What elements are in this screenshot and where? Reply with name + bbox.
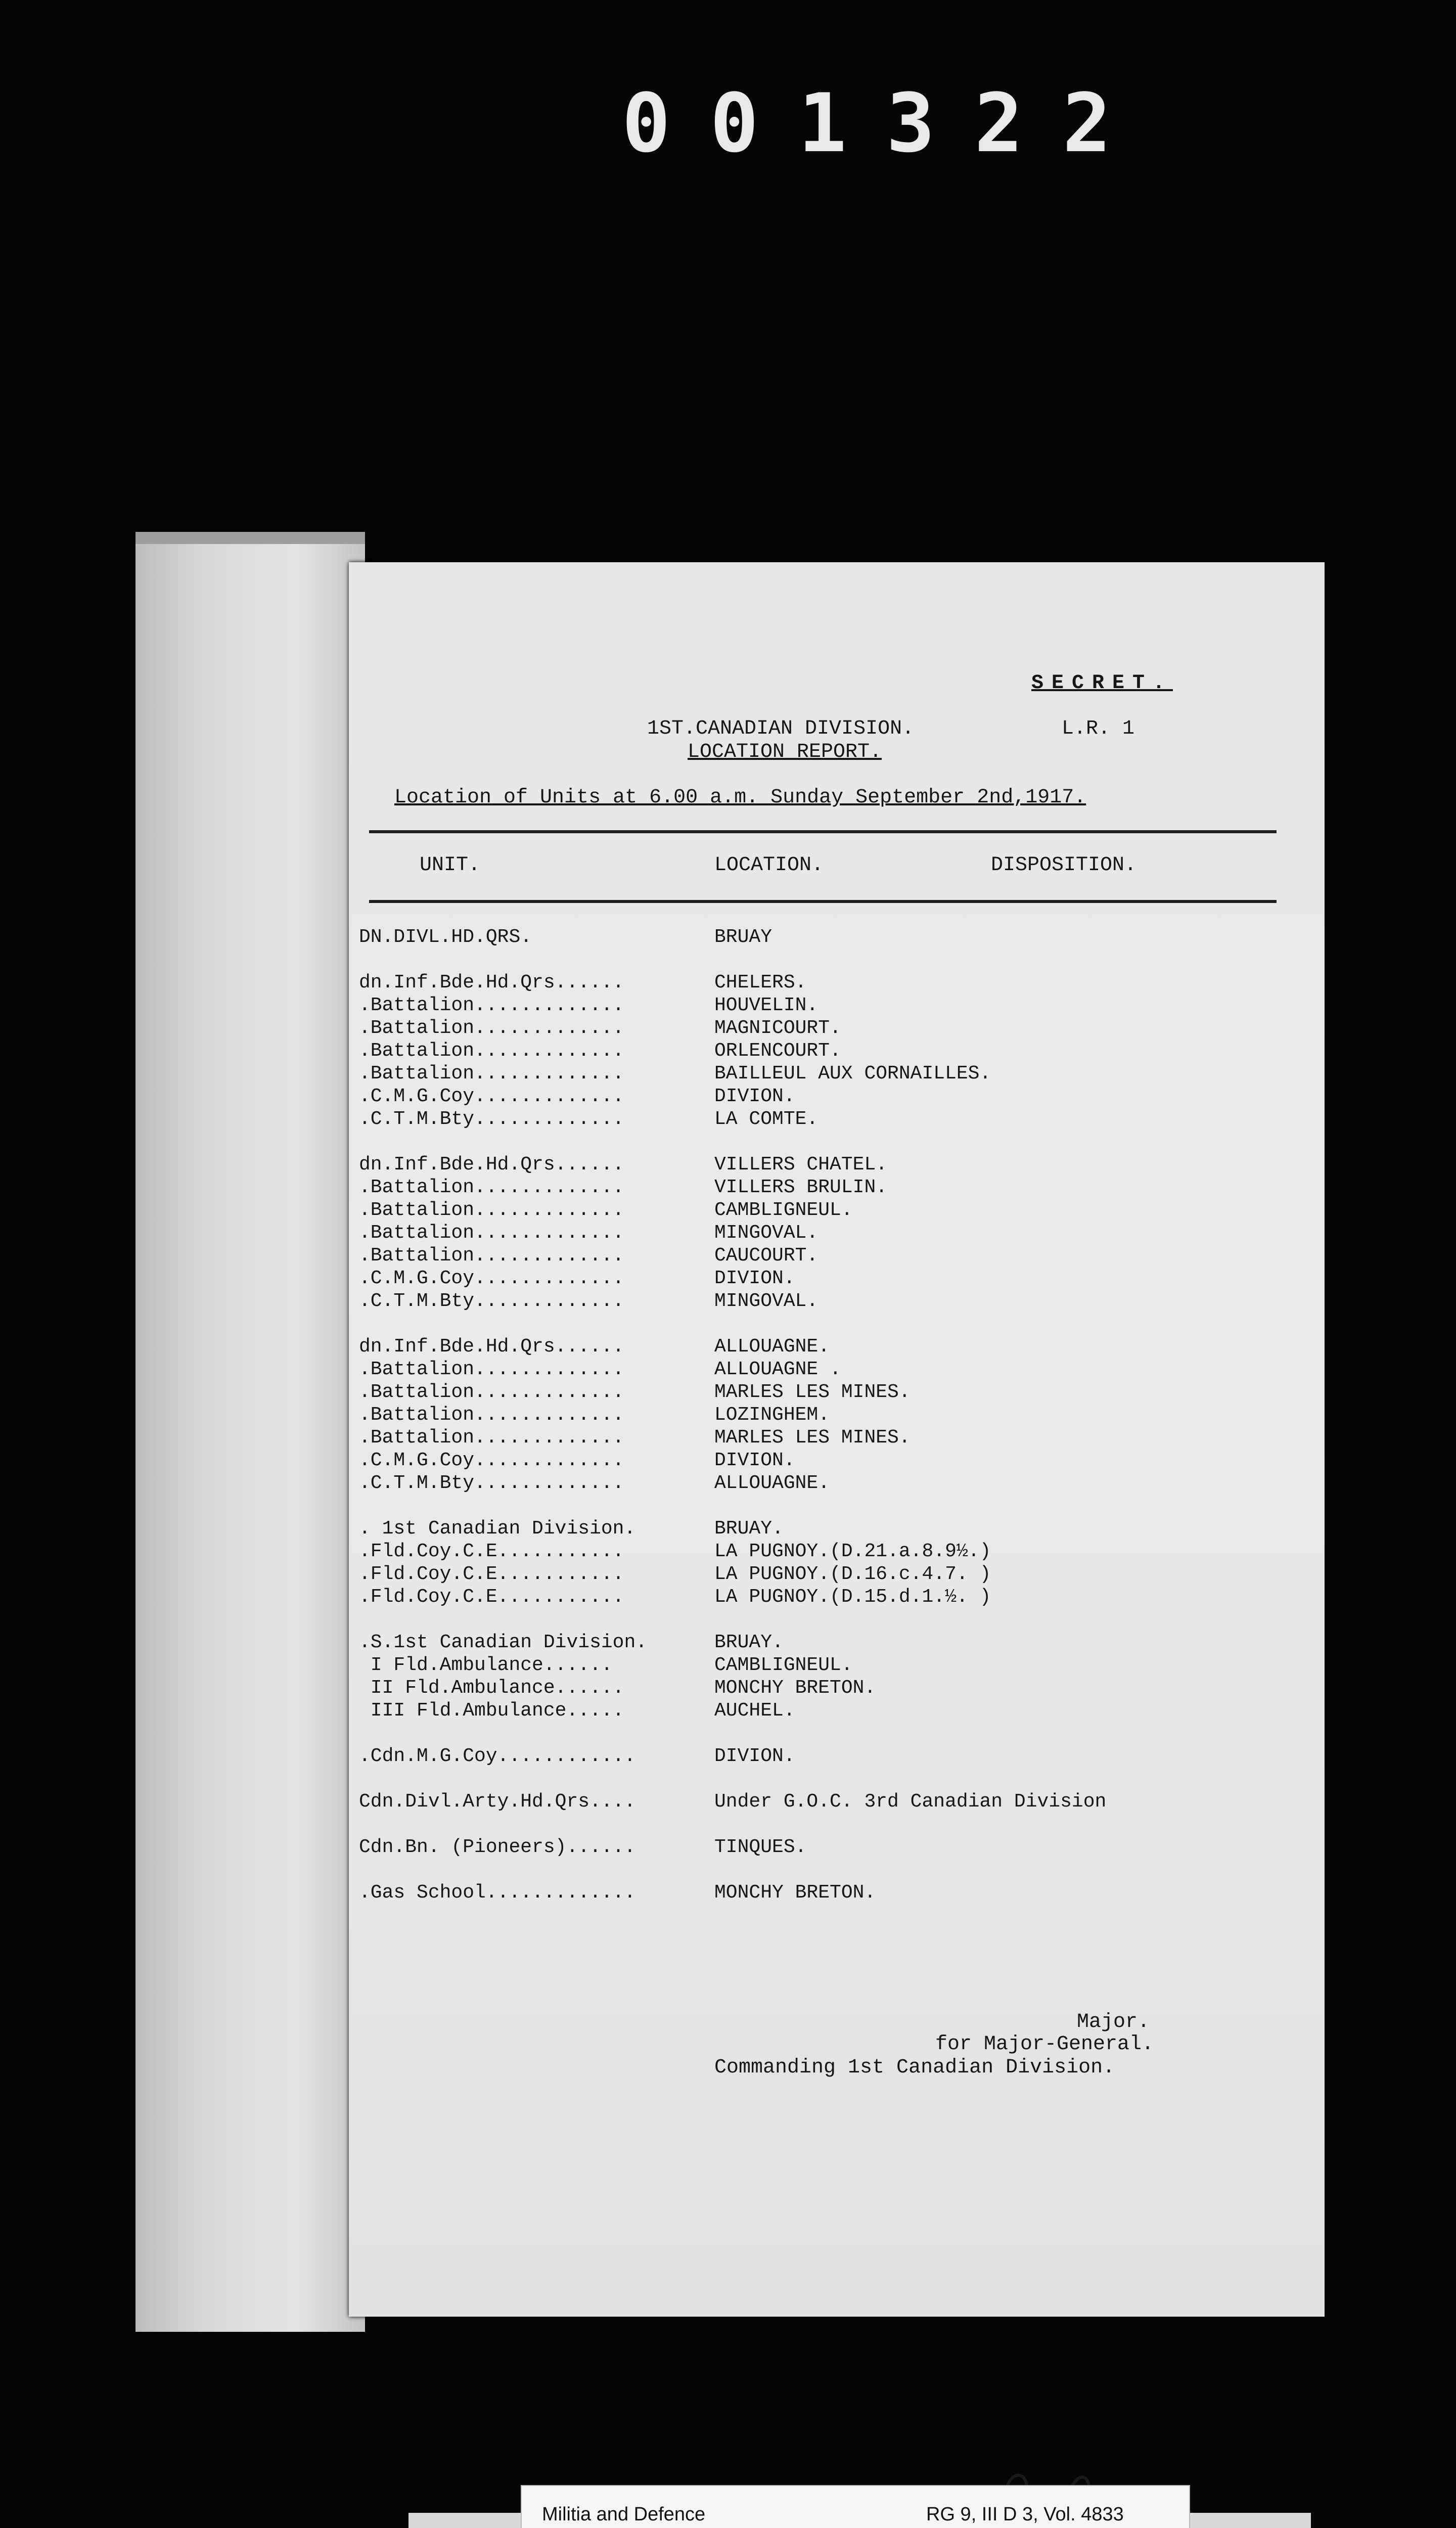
location-cell: MAGNICOURT. — [714, 1017, 841, 1039]
unit-cell: .Battalion............. — [359, 1063, 624, 1085]
table-row — [349, 1541, 1325, 1563]
table-row — [349, 1108, 1325, 1131]
unit-cell: dn.Inf.Bde.Hd.Qrs...... — [359, 1154, 624, 1176]
table-row — [349, 1268, 1325, 1290]
location-cell: BRUAY. — [714, 1518, 784, 1540]
division-title: 1ST.CANADIAN DIVISION. — [647, 717, 915, 740]
table-row — [349, 1404, 1325, 1426]
location-cell: VILLERS CHATEL. — [714, 1154, 888, 1176]
table-row — [349, 1245, 1325, 1267]
location-cell: MARLES LES MINES. — [714, 1427, 911, 1449]
table-row — [349, 1199, 1325, 1222]
unit-cell: .Fld.Coy.C.E........... — [359, 1563, 624, 1585]
location-cell: Under G.O.C. 3rd Canadian Division — [714, 1791, 1107, 1813]
unit-cell: .S.1st Canadian Division. — [359, 1632, 648, 1653]
unit-cell: .C.T.M.Bty............. — [359, 1472, 624, 1494]
location-cell: DIVION. — [714, 1086, 795, 1107]
table-row — [349, 1836, 1325, 1859]
unit-cell: Cdn.Bn. (Pioneers)...... — [359, 1836, 636, 1858]
location-cell: LA COMTE. — [714, 1108, 818, 1130]
unit-cell: .Battalion............. — [359, 995, 624, 1016]
unit-cell: . 1st Canadian Division. — [359, 1518, 636, 1540]
location-cell: LA PUGNOY.(D.15.d.1.½. ) — [714, 1586, 991, 1608]
unit-cell: .Cdn.M.G.Coy............ — [359, 1745, 636, 1767]
archive-reference-number: RG 9, III D 3, Vol. 4833 — [926, 2504, 1124, 2525]
classification-heading: SECRET. — [1031, 672, 1173, 695]
table-row — [349, 995, 1325, 1017]
microfilm-frame-number: 001322 — [622, 76, 1151, 170]
location-cell: ALLOUAGNE. — [714, 1472, 830, 1494]
unit-cell: .Battalion............. — [359, 1245, 624, 1267]
column-header-location: LOCATION. — [714, 854, 824, 877]
table-row — [349, 926, 1325, 949]
table-row — [349, 1222, 1325, 1244]
location-cell: CAUCOURT. — [714, 1245, 818, 1267]
table-row — [349, 1290, 1325, 1313]
table-row — [349, 1882, 1325, 1904]
unit-cell: I Fld.Ambulance...... — [359, 1654, 613, 1676]
location-cell: ORLENCOURT. — [714, 1040, 841, 1062]
location-cell: VILLERS BRULIN. — [714, 1177, 888, 1198]
location-cell: DIVION. — [714, 1450, 795, 1471]
table-row — [349, 1359, 1325, 1381]
unit-cell: .C.T.M.Bty............. — [359, 1108, 624, 1130]
table-row — [349, 1154, 1325, 1176]
unit-cell: III Fld.Ambulance..... — [359, 1700, 624, 1722]
unit-cell: .Fld.Coy.C.E........... — [359, 1541, 624, 1562]
unit-cell: .Battalion............. — [359, 1222, 624, 1244]
location-cell: ALLOUAGNE . — [714, 1359, 841, 1380]
header-rule-bottom — [369, 900, 1277, 903]
table-row — [349, 1177, 1325, 1199]
unit-cell: .Battalion............. — [359, 1177, 624, 1198]
location-cell: ALLOUAGNE. — [714, 1336, 830, 1358]
header-rule-top — [369, 830, 1277, 833]
unit-cell: .Battalion............. — [359, 1199, 624, 1221]
unit-cell: .Fld.Coy.C.E........... — [359, 1586, 624, 1608]
department-english: Militia and Defence — [542, 2504, 706, 2525]
unit-cell: .Battalion............. — [359, 1404, 624, 1426]
unit-cell: .Battalion............. — [359, 1427, 624, 1449]
report-number: L.R. 1 — [1062, 717, 1135, 740]
location-report-page — [349, 562, 1325, 2317]
location-cell: MONCHY BRETON. — [714, 1677, 876, 1699]
table-row — [349, 972, 1325, 994]
location-cell: LOZINGHEM. — [714, 1404, 830, 1426]
table-row — [349, 1563, 1325, 1586]
unit-cell: dn.Inf.Bde.Hd.Qrs...... — [359, 972, 624, 994]
column-header-disposition: DISPOSITION. — [991, 854, 1137, 877]
table-row — [349, 1677, 1325, 1699]
table-row — [349, 1654, 1325, 1677]
location-cell: LA PUGNOY.(D.21.a.8.9½.) — [714, 1541, 991, 1562]
location-cell: CHELERS. — [714, 972, 807, 994]
location-cell: HOUVELIN. — [714, 995, 818, 1016]
table-row — [349, 1086, 1325, 1108]
unit-cell: Cdn.Divl.Arty.Hd.Qrs.... — [359, 1791, 636, 1813]
unit-cell: .Battalion............. — [359, 1017, 624, 1039]
report-title: LOCATION REPORT. — [688, 741, 882, 763]
unit-cell: II Fld.Ambulance...... — [359, 1677, 624, 1699]
location-cell: MONCHY BRETON. — [714, 1882, 876, 1904]
location-cell: BRUAY. — [714, 1632, 784, 1653]
column-header-unit: UNIT. — [420, 854, 481, 877]
table-row — [349, 1745, 1325, 1768]
unit-cell: DN.DIVL.HD.QRS. — [359, 926, 532, 948]
location-cell: LA PUGNOY.(D.16.c.4.7. ) — [714, 1563, 991, 1585]
table-row — [349, 1017, 1325, 1040]
table-row — [349, 1791, 1325, 1813]
archive-reference-slip — [521, 2485, 1190, 2528]
location-cell: BAILLEUL AUX CORNAILLES. — [714, 1063, 991, 1085]
table-row — [349, 1450, 1325, 1472]
location-cell: DIVION. — [714, 1268, 795, 1289]
table-row — [349, 1427, 1325, 1449]
table-row — [349, 1586, 1325, 1608]
signature-rank: Major. — [1077, 2011, 1150, 2034]
report-date-line: Location of Units at 6.00 a.m. Sunday September 2nd,1917. — [394, 786, 1086, 809]
table-row — [349, 1336, 1325, 1358]
table-row — [349, 1518, 1325, 1540]
location-cell: CAMBLIGNEUL. — [714, 1654, 853, 1676]
unit-cell: .C.T.M.Bty............. — [359, 1290, 624, 1312]
location-cell: MINGOVAL. — [714, 1290, 818, 1312]
location-cell: CAMBLIGNEUL. — [714, 1199, 853, 1221]
table-row — [349, 1472, 1325, 1495]
table-row — [349, 1063, 1325, 1085]
signature-for-line: for Major-General. — [935, 2033, 1154, 2056]
signature-commanding: Commanding 1st Canadian Division. — [714, 2056, 1115, 2079]
location-cell: MARLES LES MINES. — [714, 1381, 911, 1403]
table-row — [349, 1632, 1325, 1654]
unit-cell: .Battalion............. — [359, 1359, 624, 1380]
location-cell: MINGOVAL. — [714, 1222, 818, 1244]
table-row — [349, 1381, 1325, 1404]
unit-cell: .Battalion............. — [359, 1040, 624, 1062]
folded-page-edge-top — [135, 532, 365, 544]
table-row — [349, 1700, 1325, 1722]
location-cell: AUCHEL. — [714, 1700, 795, 1722]
folded-page-edge — [135, 532, 365, 2332]
unit-cell: .C.M.G.Coy............. — [359, 1268, 624, 1289]
location-cell: DIVION. — [714, 1745, 795, 1767]
unit-cell: dn.Inf.Bde.Hd.Qrs...... — [359, 1336, 624, 1358]
unit-cell: .Battalion............. — [359, 1381, 624, 1403]
location-cell: TINQUES. — [714, 1836, 807, 1858]
location-cell: BRUAY — [714, 926, 772, 948]
unit-cell: .Gas School............. — [359, 1882, 636, 1904]
unit-cell: .C.M.G.Coy............. — [359, 1450, 624, 1471]
table-row — [349, 1040, 1325, 1062]
unit-cell: .C.M.G.Coy............. — [359, 1086, 624, 1107]
